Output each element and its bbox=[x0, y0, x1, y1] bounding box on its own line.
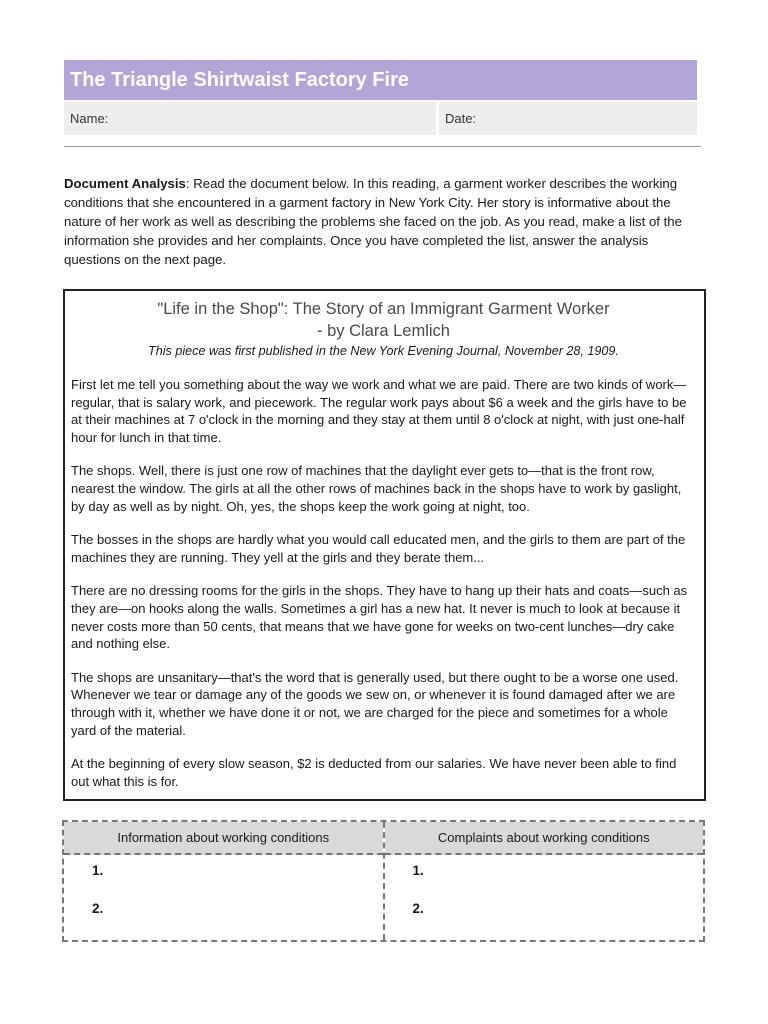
document-paragraph: The shops. Well, there is just one row of machines that the daylight ever gets to—that is the front row, nearest the window. The girls at all the other rows of machines back in the shops have to work by gaslight, by day as well as by night. Oh, yes, the shops keep the work going at night, too. bbox=[71, 463, 682, 514]
name-date-row bbox=[64, 102, 697, 135]
complaints-column bbox=[385, 822, 704, 940]
name-field[interactable]: Name: bbox=[64, 102, 436, 135]
information-list[interactable] bbox=[64, 855, 383, 939]
information-header: Information about working conditions bbox=[64, 822, 383, 855]
date-field[interactable]: Date: bbox=[439, 102, 697, 135]
document-paragraph: The shops are unsanitary—that's the word that is generally used, but there ought to be a worse one used. Whenever we tear or damage any of the goods we sew on, or whenever it is found damaged after we are through with it, whether we have done it or not, we are charged for the piece and sometimes for a whole yard of the material. bbox=[71, 669, 679, 738]
primary-source-box bbox=[63, 289, 706, 801]
information-column bbox=[64, 822, 385, 940]
list-item-number: 2. bbox=[92, 901, 104, 916]
document-paragraph: There are no dressing rooms for the girls in the shops. They have to hang up their hats and coats—such as they are—on hooks along the walls. Sometimes a girl has a new hat. It never is much to look at because it never costs more than 50 cents, that means that we have gone for weeks on two-cent lunches—dry cake and nothing else. bbox=[71, 583, 688, 652]
document-paragraph: At the beginning of every slow season, $2 is deducted from our salaries. We have never been able to find out what this is for. bbox=[71, 756, 677, 789]
intro-paragraph bbox=[64, 174, 704, 269]
intro-label: Document Analysis bbox=[64, 176, 186, 191]
complaints-header: Complaints about working conditions bbox=[385, 822, 704, 855]
document-source: This piece was first published in the New York Evening Journal, November 28, 1909. bbox=[148, 344, 619, 358]
list-item-number: 1. bbox=[412, 863, 424, 878]
list-item-number: 1. bbox=[92, 863, 104, 878]
document-title: "Life in the Shop": The Story of an Immigrant Garment Worker bbox=[157, 300, 610, 318]
complaints-list[interactable] bbox=[385, 855, 704, 939]
divider bbox=[64, 146, 701, 147]
worksheet-header bbox=[64, 60, 697, 135]
analysis-table bbox=[62, 820, 705, 942]
list-item-number: 2. bbox=[412, 901, 424, 916]
intro-text: : Read the document below. In this reading, a garment worker describes the working conditions that she encountered in a garment factory in New York City. Her story is informative about the nature of her work as well as describing the problems she faced on the job. As you read, make a list of the information she provides and her complaints. Once you have completed the list, answer the analysis questions on the next page. bbox=[64, 176, 682, 267]
page-title: The Triangle Shirtwaist Factory Fire bbox=[64, 60, 697, 100]
document-paragraph: First let me tell you something about the way we work and what we are paid. There are two kinds of work—regular, that is salary work, and piecework. The regular work pays about $6 a week and the girls have to be at their machines at 7 o'clock in the morning and they stay at them until 8 o'clock at night, with just one-half hour for lunch in that time. bbox=[71, 377, 687, 445]
document-author: - by Clara Lemlich bbox=[317, 322, 450, 340]
document-paragraph: The bosses in the shops are hardly what you would call educated men, and the girls to them are part of the machines they are running. They yell at the girls and they berate them... bbox=[71, 532, 686, 565]
